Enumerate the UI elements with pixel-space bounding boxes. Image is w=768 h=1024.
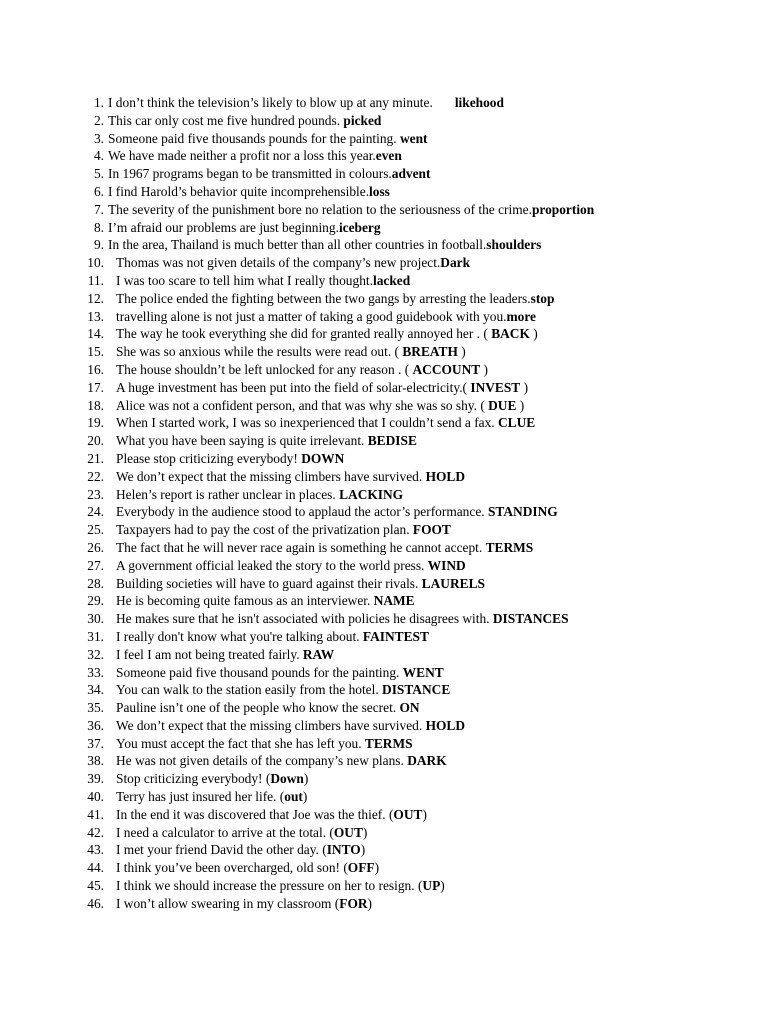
item-number: 46.: [87, 895, 104, 911]
item-keyword: loss: [369, 183, 390, 199]
item-sentence: Stop criticizing everybody! (: [116, 771, 271, 787]
item-sentence: The house shouldn’t be left unlocked for any reason . (: [116, 361, 413, 377]
list-item: [84, 575, 764, 593]
item-text: [116, 557, 466, 575]
item-text: [116, 308, 536, 326]
item-keyword: RAW: [302, 646, 335, 662]
item-number: 16.: [87, 361, 104, 377]
item-sentence: What you have been saying is quite irrelevant.: [116, 433, 368, 449]
list-item: [84, 236, 764, 254]
item-number: 11.: [87, 272, 104, 288]
item-sentence: In the area, Thailand is much better than all other countries in football.: [108, 237, 487, 253]
list-item: [84, 308, 764, 326]
item-sentence: Please stop criticizing everybody!: [116, 450, 302, 466]
item-text: [116, 646, 334, 664]
item-suffix: ): [529, 326, 538, 342]
item-text: [116, 770, 308, 788]
item-sentence: We don’t expect that the missing climbers have survived.: [116, 717, 426, 733]
item-text: [116, 468, 465, 486]
list-item: [84, 877, 764, 895]
item-text: [116, 272, 410, 290]
list-item: [84, 788, 764, 806]
item-keyword: Dark: [440, 255, 471, 271]
item-sentence: A huge investment has been put into the field of solar-electricity.(: [116, 379, 471, 395]
item-sentence: I think we should increase the pressure on her to resign. (: [116, 878, 423, 894]
list-item: [84, 628, 764, 646]
item-keyword: iceberg: [338, 219, 381, 235]
item-number: 3.: [93, 130, 104, 146]
item-keyword: INVEST: [470, 379, 521, 395]
item-sentence: Someone paid five thousands pounds for the painting.: [108, 130, 400, 146]
list-item: [84, 254, 764, 272]
item-sentence: I won’t allow swearing in my classroom (: [116, 895, 340, 911]
item-keyword: TERMS: [485, 539, 534, 555]
item-text: [116, 379, 528, 397]
item-text: [116, 361, 488, 379]
item-keyword: LAURELS: [421, 575, 485, 591]
item-sentence: The severity of the punishment bore no relation to the seriousness of the crime.: [108, 201, 532, 217]
item-sentence: The police ended the fighting between the two gangs by arresting the leaders.: [116, 290, 531, 306]
list-item: [84, 824, 764, 842]
item-suffix: ): [480, 361, 489, 377]
item-number: 5.: [93, 166, 104, 182]
item-number: 12.: [87, 290, 104, 306]
item-number: 35.: [87, 700, 104, 716]
item-number: 26.: [87, 539, 104, 555]
list-item: [84, 94, 764, 112]
item-sentence: I don’t think the television’s likely to blow up at any minute.: [108, 95, 433, 110]
item-text: [116, 450, 344, 468]
item-text: [116, 859, 379, 877]
list-item: [84, 717, 764, 735]
item-suffix: ): [303, 771, 309, 787]
item-keyword: ACCOUNT: [412, 361, 481, 377]
list-item: [84, 147, 764, 165]
item-sentence: I think you’ve been overcharged, old son! (: [116, 860, 348, 876]
list-item: [84, 699, 764, 717]
item-keyword: HOLD: [425, 717, 465, 733]
item-sentence: When I started work, I was so inexperienced that I couldn’t send a fax.: [116, 415, 498, 431]
item-keyword: FAINTEST: [362, 628, 429, 644]
item-keyword: advent: [391, 166, 431, 182]
list-item: [84, 219, 764, 237]
item-suffix: ): [516, 397, 525, 413]
item-text: [116, 681, 450, 699]
item-text: [116, 699, 420, 717]
item-number: 19.: [87, 415, 104, 431]
item-suffix: ): [362, 824, 368, 840]
item-text: [116, 539, 533, 557]
list-item: [84, 325, 764, 343]
item-number: 34.: [87, 682, 104, 698]
item-number: 25.: [87, 522, 104, 538]
item-text: [116, 895, 372, 913]
list-item: [84, 343, 764, 361]
item-text: [116, 254, 470, 272]
item-keyword: NAME: [373, 593, 415, 609]
item-keyword: Down: [270, 771, 304, 787]
item-suffix: ): [360, 842, 366, 858]
list-item: [84, 397, 764, 415]
item-sentence: I find Harold’s behavior quite incomprehensible.: [108, 183, 370, 199]
item-keyword: OUT: [393, 806, 423, 822]
item-keyword: even: [375, 148, 402, 164]
item-text: [108, 236, 541, 254]
item-text: [116, 628, 429, 646]
item-number: 43.: [87, 842, 104, 858]
item-keyword: UP: [422, 878, 441, 894]
item-text: [108, 94, 504, 112]
item-number: 33.: [87, 664, 104, 680]
item-number: 21.: [87, 450, 104, 466]
item-text: [116, 752, 447, 770]
item-number: 15.: [87, 344, 104, 360]
item-keyword: DISTANCE: [382, 682, 451, 698]
item-sentence: We don’t expect that the missing climbers have survived.: [116, 468, 426, 484]
item-keyword: WENT: [402, 664, 444, 680]
item-number: 29.: [87, 593, 104, 609]
item-text: [116, 343, 466, 361]
item-sentence: Helen’s report is rather unclear in places.: [116, 486, 340, 502]
item-keyword: shoulders: [486, 237, 542, 253]
item-keyword: proportion: [531, 201, 595, 217]
list-item: [84, 539, 764, 557]
item-text: [116, 592, 415, 610]
list-item: [84, 557, 764, 575]
list-item: [84, 432, 764, 450]
item-keyword: BACK: [491, 326, 530, 342]
item-text: [116, 824, 367, 842]
list-item: [84, 521, 764, 539]
item-number: 42.: [87, 824, 104, 840]
item-number: 22.: [87, 468, 104, 484]
list-item: [84, 770, 764, 788]
item-number: 10.: [87, 255, 104, 271]
item-number: 4.: [93, 148, 104, 164]
exercise-list: [84, 94, 764, 913]
item-text: [116, 717, 465, 735]
item-keyword: picked: [343, 112, 382, 128]
item-number: 37.: [87, 735, 104, 751]
item-suffix: ): [422, 806, 427, 822]
item-text: [108, 147, 402, 165]
item-suffix: ): [520, 379, 529, 395]
item-keyword: more: [506, 308, 536, 324]
item-text: [116, 325, 538, 343]
item-text: [116, 610, 569, 628]
list-item: [84, 272, 764, 290]
list-item: [84, 414, 764, 432]
item-keyword: out: [284, 789, 303, 805]
item-text: [116, 735, 413, 753]
item-sentence: He is becoming quite famous as an interviewer.: [116, 593, 374, 609]
item-sentence: I was too scare to tell him what I really thought.: [116, 272, 373, 288]
item-text: [116, 521, 451, 539]
item-number: 20.: [87, 433, 104, 449]
list-item: [84, 112, 764, 130]
item-keyword: CLUE: [498, 415, 536, 431]
item-keyword: lacked: [372, 272, 411, 288]
list-item: [84, 201, 764, 219]
list-item: [84, 681, 764, 699]
item-sentence: In the end it was discovered that Joe was the thief. (: [116, 806, 394, 822]
item-keyword: FOOT: [412, 522, 451, 538]
item-sentence: Building societies will have to guard against their rivals.: [116, 575, 422, 591]
item-number: 23.: [87, 486, 104, 502]
item-number: 2.: [93, 112, 104, 128]
item-text: [116, 432, 417, 450]
item-number: 44.: [87, 860, 104, 876]
list-item: [84, 664, 764, 682]
item-sentence: Taxpayers had to pay the cost of the privatization plan.: [116, 522, 413, 538]
item-sentence: She was so anxious while the results were read out. (: [116, 344, 403, 360]
item-text: [116, 575, 485, 593]
list-item: [84, 610, 764, 628]
item-keyword: FOR: [339, 895, 368, 911]
item-sentence: In 1967 programs began to be transmitted in colours.: [108, 166, 392, 182]
item-keyword: STANDING: [487, 504, 558, 520]
list-item: [84, 183, 764, 201]
item-number: 45.: [87, 878, 104, 894]
list-item: [84, 859, 764, 877]
item-keyword: DUE: [488, 397, 517, 413]
item-suffix: ): [374, 860, 380, 876]
item-number: 36.: [87, 717, 104, 733]
item-number: 18.: [87, 397, 104, 413]
item-keyword: DOWN: [301, 450, 345, 466]
list-item: [84, 806, 764, 824]
item-sentence: The fact that he will never race again is something he cannot accept.: [116, 539, 486, 555]
item-sentence: I need a calculator to arrive at the total. (: [116, 824, 334, 840]
item-number: 24.: [87, 504, 104, 520]
item-keyword: LACKING: [339, 486, 404, 502]
list-item: [84, 646, 764, 664]
item-sentence: Thomas was not given details of the company’s new project.: [116, 255, 441, 271]
item-sentence: You can walk to the station easily from the hotel.: [116, 682, 383, 698]
item-text: [116, 486, 403, 504]
item-sentence: travelling alone is not just a matter of taking a good guidebook with you.: [116, 308, 507, 324]
item-keyword: stop: [530, 290, 555, 306]
item-sentence: The way he took everything she did for granted really annoyed her . (: [116, 326, 492, 342]
item-text: [116, 877, 445, 895]
item-sentence: We have made neither a profit nor a loss this year.: [108, 148, 376, 164]
item-number: 28.: [87, 575, 104, 591]
item-text: [116, 664, 444, 682]
list-item: [84, 486, 764, 504]
item-sentence: I met your friend David the other day. (: [116, 842, 327, 858]
item-keyword: went: [399, 130, 428, 146]
item-text: [108, 201, 594, 219]
item-sentence: Alice was not a confident person, and that was why she was so shy. (: [116, 397, 489, 413]
item-keyword: OFF: [347, 860, 375, 876]
item-keyword: OUT: [333, 824, 363, 840]
item-keyword: BEDISE: [367, 433, 417, 449]
item-sentence: He was not given details of the company’s new plans.: [116, 753, 408, 769]
item-text: [116, 806, 427, 824]
item-text: [108, 183, 390, 201]
list-item: [84, 895, 764, 913]
item-number: 30.: [87, 611, 104, 627]
item-sentence: This car only cost me five hundred pounds.: [108, 112, 344, 128]
item-number: 39.: [87, 771, 104, 787]
list-item: [84, 592, 764, 610]
item-number: 17.: [87, 379, 104, 395]
item-number: 38.: [87, 753, 104, 769]
item-sentence: I feel I am not being treated fairly.: [116, 646, 303, 662]
item-keyword: WIND: [427, 557, 466, 573]
item-number: 41.: [87, 806, 104, 822]
item-text: [108, 165, 430, 183]
item-sentence: A government official leaked the story to the world press.: [116, 557, 428, 573]
list-item: [84, 290, 764, 308]
item-keyword: likehood: [454, 95, 504, 110]
item-suffix: ): [367, 895, 372, 911]
item-text: [108, 130, 427, 148]
item-number: 8.: [93, 219, 104, 235]
item-number: 7.: [93, 201, 104, 217]
item-sentence: I really don't know what you're talking about.: [116, 628, 363, 644]
item-keyword: DARK: [407, 753, 447, 769]
list-item: [84, 130, 764, 148]
item-number: 40.: [87, 789, 104, 805]
item-text: [108, 112, 381, 130]
list-item: [84, 735, 764, 753]
item-keyword: ON: [399, 700, 420, 716]
list-item: [84, 361, 764, 379]
item-text: [116, 841, 365, 859]
item-keyword: DISTANCES: [492, 611, 569, 627]
list-item: [84, 503, 764, 521]
item-text: [116, 788, 307, 806]
item-number: 32.: [87, 646, 104, 662]
item-text: [116, 414, 535, 432]
item-sentence: I’m afraid our problems are just beginning.: [108, 219, 339, 235]
item-keyword: BREATH: [402, 344, 458, 360]
list-item: [84, 841, 764, 859]
item-sentence: Everybody in the audience stood to applaud the actor’s performance.: [116, 504, 488, 520]
item-suffix: ): [457, 344, 466, 360]
item-sentence: Terry has just insured her life. (: [116, 789, 285, 805]
item-sentence: You must accept the fact that she has left you.: [116, 735, 365, 751]
list-item: [84, 379, 764, 397]
item-number: 13.: [87, 308, 104, 324]
item-text: [116, 503, 558, 521]
item-keyword: HOLD: [425, 468, 465, 484]
item-suffix: ): [302, 789, 308, 805]
item-number: 6.: [93, 183, 104, 199]
item-number: 9.: [93, 237, 104, 253]
item-text: [116, 397, 524, 415]
item-sentence: Pauline isn’t one of the people who know the secret.: [116, 700, 400, 716]
list-item: [84, 165, 764, 183]
item-keyword: TERMS: [364, 735, 413, 751]
item-number: 14.: [87, 326, 104, 342]
list-item: [84, 468, 764, 486]
item-number: 1.: [93, 95, 104, 110]
item-text: [108, 219, 381, 237]
item-suffix: ): [440, 878, 445, 894]
list-item: [84, 450, 764, 468]
item-sentence: He makes sure that he isn't associated with policies he disagrees with.: [116, 611, 493, 627]
item-keyword: INTO: [326, 842, 361, 858]
list-item: [84, 752, 764, 770]
item-text: [116, 290, 554, 308]
item-number: 27.: [87, 557, 104, 573]
item-number: 31.: [87, 628, 104, 644]
item-sentence: Someone paid five thousand pounds for the painting.: [116, 664, 403, 680]
